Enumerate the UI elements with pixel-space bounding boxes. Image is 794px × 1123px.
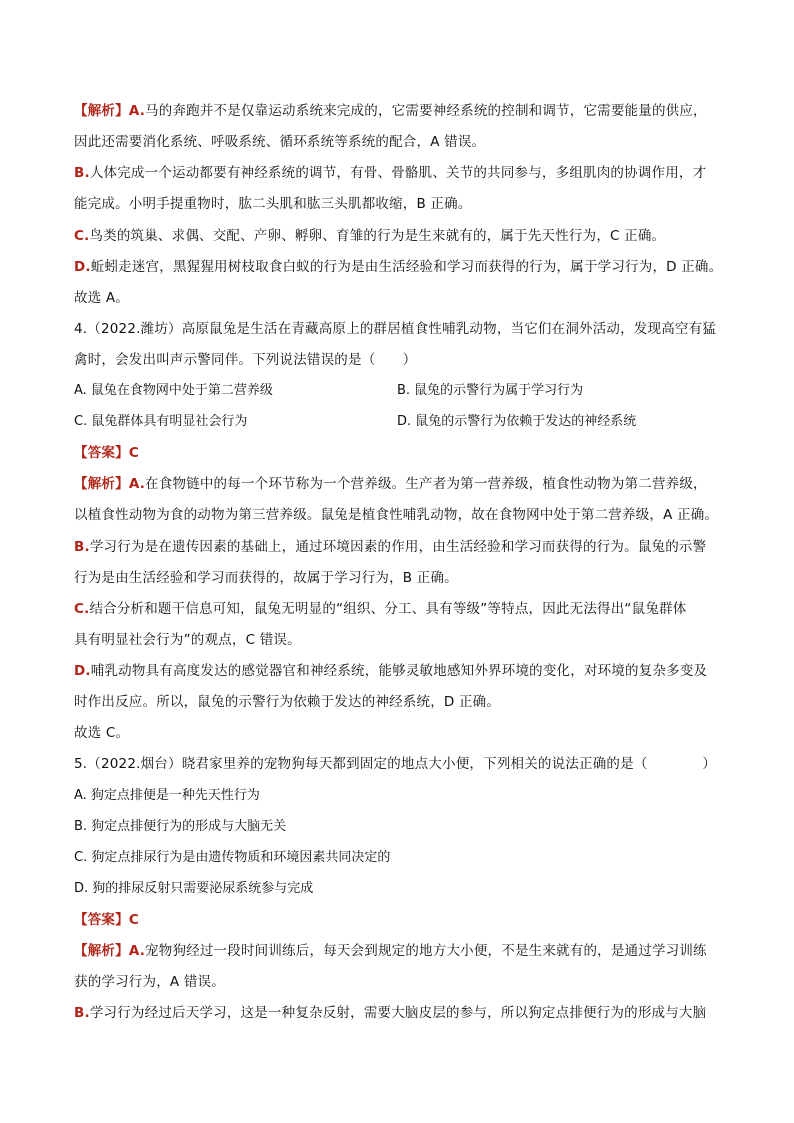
- q5-analysis-b-line1: [74, 1003, 706, 1023]
- q3-analysis-d-line1: [74, 257, 722, 277]
- option-letter: D.: [74, 663, 91, 679]
- q4-analysis-c-line2: 具有明显社会行为”的观点，C 错误。: [74, 632, 301, 648]
- q5-option-a: A. 狗定点排便是一种先天性行为: [74, 788, 260, 803]
- option-letter: A.: [128, 476, 146, 492]
- option-letter: C.: [74, 601, 90, 617]
- q3-analysis-c-line1: [74, 226, 665, 246]
- q4-analysis-b-line1: [74, 537, 706, 557]
- analysis-text: 结合分析和题干信息可知，鼠兔无明显的“组织、分工、具有等级”等特点，因此无法得出“鼠兔群体: [89, 601, 687, 617]
- analysis-text: 在食物链中的每一个环节称为一个营养级。生产者为第一营养级，植食性动物为第二营养级，: [145, 476, 707, 492]
- q4-analysis-d-line2: 时作出反应。所以，鼠兔的示警行为依赖于发达的神经系统，D 正确。: [74, 694, 501, 710]
- analysis-text: 蚯蚓走迷宫，黑猩猩用树枝取食白蚁的行为是由生活经验和学习而获得的行为，属于学习行为，D 正确。: [90, 259, 723, 275]
- q4-option-d: D. 鼠兔的示警行为依赖于发达的神经系统: [397, 414, 637, 429]
- q3-analysis-a-line2: 因此还需要消化系统、呼吸系统、循环系统等系统的配合，A 错误。: [74, 134, 486, 150]
- q5-analysis-a-line1: [74, 941, 707, 961]
- q5-analysis-a-line2: 获的学习行为，A 错误。: [74, 974, 225, 990]
- option-letter: B.: [74, 539, 90, 555]
- analysis-text: 宠物狗经过一段时间训练后，每天会到规定的地方大小便，不是生来就有的，是通过学习训练: [145, 943, 707, 959]
- q4-stem-line2: 禽时，会发出叫声示警同伴。下列说法错误的是（ ）: [74, 352, 417, 368]
- q4-analysis-a-line2: 以植食性动物为食的动物为第三营养级。鼠兔是植食性哺乳动物，故在食物网中处于第二营养级，A 正确。: [74, 507, 719, 523]
- q4-option-a: A. 鼠兔在食物网中处于第二营养级: [74, 383, 273, 398]
- option-letter: B.: [74, 1005, 90, 1021]
- q4-analysis-d-line1: [74, 661, 707, 681]
- answer-tag: 【答案】: [74, 445, 129, 461]
- q3-analysis-b-line1: [74, 163, 706, 183]
- q4-analysis-b-line2: 行为是由生活经验和学习而获得的，故属于学习行为，B 正确。: [74, 570, 458, 586]
- option-letter: B.: [74, 165, 90, 181]
- option-letter: C.: [74, 228, 90, 244]
- analysis-text: 马的奔跑并不是仅靠运动系统来完成的，它需要神经系统的控制和调节，它需要能量的供应，: [145, 103, 707, 119]
- q4-option-c: C. 鼠兔群体具有明显社会行为: [74, 414, 248, 429]
- q5-option-b: B. 狗定点排便行为的形成与大脑无关: [74, 819, 287, 834]
- analysis-text: 学习行为是在遗传因素的基础上，通过环境因素的作用，由生活经验和学习而获得的行为。鼠兔的示警: [89, 539, 707, 555]
- analysis-text: 鸟类的筑巢、求偶、交配、产卵、孵卵、育雏的行为是生来就有的，属于先天性行为，C 正确。: [89, 228, 666, 244]
- q4-stem-line1: 4.（2022.潍坊）高原鼠兔是生活在青藏高原上的群居植食性哺乳动物，当它们在洞外活动，发现高空有猛: [74, 321, 717, 337]
- answer-value: C: [128, 445, 139, 461]
- q3-conclusion: 故选 A。: [74, 290, 130, 306]
- q4-conclusion: 故选 C。: [74, 725, 130, 741]
- analysis-text: 哺乳动物具有高度发达的感觉器官和神经系统，能够灵敏地感知外界环境的变化，对环境的复杂多变及: [90, 663, 708, 679]
- analysis-tag: 【解析】: [74, 476, 129, 492]
- q3-analysis-a-line1: [74, 101, 707, 121]
- q4-answer: [74, 443, 139, 463]
- q4-option-b: B. 鼠兔的示警行为属于学习行为: [397, 383, 584, 398]
- option-letter: A.: [128, 103, 146, 119]
- analysis-tag: 【解析】: [74, 943, 129, 959]
- q3-analysis-b-line2: 能完成。小明手提重物时，肱二头肌和肱三头肌都收缩，B 正确。: [74, 196, 472, 212]
- analysis-tag: 【解析】: [74, 103, 129, 119]
- q4-analysis-c-line1: [74, 599, 686, 619]
- q4-analysis-a-line1: [74, 474, 707, 494]
- q5-stem-line1: 5.（2022.烟台）晓君家里养的宠物狗每天都到固定的地点大小便，下列相关的说法正确的是（ ）: [74, 756, 717, 772]
- q5-option-c: C. 狗定点排尿行为是由遗传物质和环境因素共同决定的: [74, 850, 391, 865]
- q5-answer: [74, 910, 139, 930]
- option-letter: D.: [74, 259, 91, 275]
- answer-value: C: [128, 912, 139, 928]
- analysis-text: 学习行为经过后天学习，这是一种复杂反射，需要大脑皮层的参与，所以狗定点排便行为的形成与大脑: [89, 1005, 707, 1021]
- answer-tag: 【答案】: [74, 912, 129, 928]
- option-letter: A.: [128, 943, 146, 959]
- analysis-text: 人体完成一个运动都要有神经系统的调节，有骨、骨骼肌、关节的共同参与，多组肌肉的协调作用，才: [89, 165, 707, 181]
- q5-option-d: D. 狗的排尿反射只需要泌尿系统参与完成: [74, 881, 314, 896]
